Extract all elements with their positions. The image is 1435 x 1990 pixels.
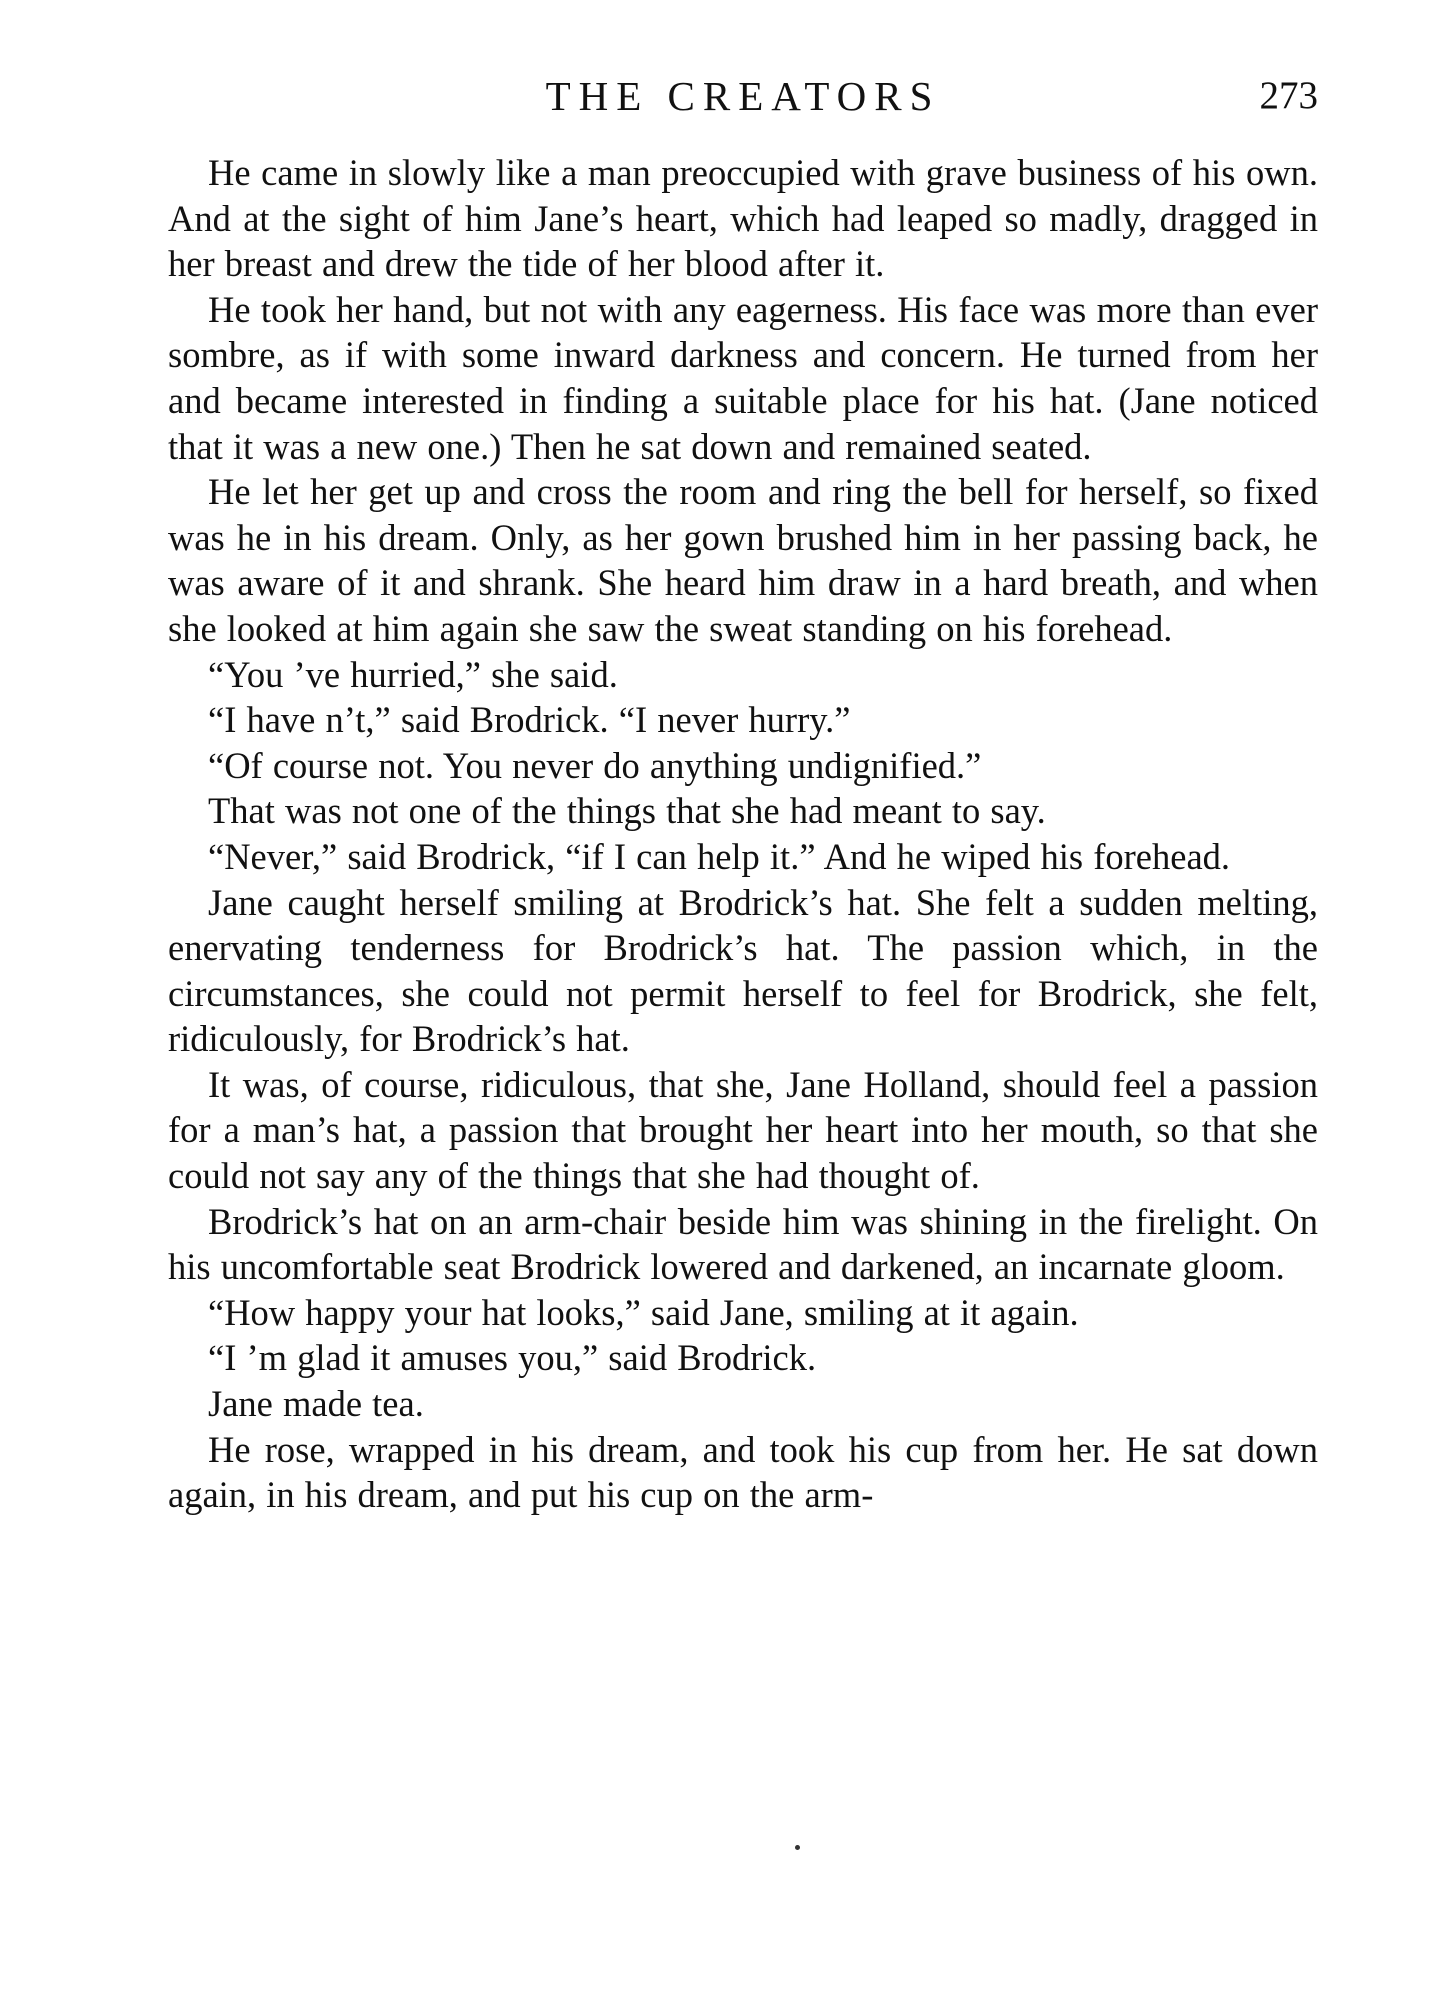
paragraph: “Never,” said Brodrick, “if I can help it.” And he wiped his forehead. bbox=[208, 835, 1231, 877]
paragraph: “Of course not. You never do anything undignified.” bbox=[208, 744, 982, 786]
running-title: THE CREATORS bbox=[545, 73, 941, 119]
paragraph: It was, of course, ridiculous, that she, Jane Holland, should feel a passion for a man’s hat, a passion that brought her heart into her mouth, so that she could not say any of the things that she had thought of. bbox=[168, 1063, 1318, 1197]
paragraph: “How happy your hat looks,” said Jane, smiling at it again. bbox=[208, 1291, 1079, 1333]
paragraph: He took her hand, but not with any eagerness. His face was more than ever sombre, as if with some inward darkness and concern. He turned from her and became interested in finding a suitable place for his hat. (Jane noticed that it was a new one.) Then he sat down and remained seated. bbox=[168, 288, 1318, 467]
paragraph: Jane made tea. bbox=[208, 1383, 424, 1425]
paragraph: Jane caught herself smiling at Brodrick’s hat. She felt a sudden melting, enervating tenderness for Brodrick’s hat. The passion which, in the circumstances, she could not permit herself to feel for Brodrick, she felt, ridiculously, for Brodrick’s hat. bbox=[168, 881, 1318, 1060]
paragraph: He came in slowly like a man preoccupied with grave business of his own. And at the sight of him Jane’s heart, which had leaped so madly, dragged in her breast and drew the tide of her blood after it. bbox=[168, 152, 1318, 285]
print-mark bbox=[795, 1845, 800, 1850]
running-header bbox=[168, 68, 1318, 124]
paragraph: “I ’m glad it amuses you,” said Brodrick. bbox=[208, 1337, 817, 1379]
page-body bbox=[168, 150, 1318, 1518]
paragraph: That was not one of the things that she had meant to say. bbox=[208, 790, 1046, 832]
paragraph: “You ’ve hurried,” she said. bbox=[208, 653, 618, 695]
paragraph: He let her get up and cross the room and ring the bell for herself, so fixed was he in his dream. Only, as her gown brushed him in her passing back, he was aware of it and shrank. She heard him draw in a hard breath, and when she looked at him again she saw the sweat standing on his forehead. bbox=[168, 471, 1318, 649]
paragraph: He rose, wrapped in his dream, and took his cup from her. He sat down again, in his dream, and put his cup on the arm- bbox=[168, 1428, 1318, 1516]
paragraph: Brodrick’s hat on an arm-chair beside him was shining in the firelight. On his uncomfortable seat Brodrick lowered and darkened, an incarnate gloom. bbox=[168, 1200, 1318, 1288]
paragraph: “I have n’t,” said Brodrick. “I never hurry.” bbox=[208, 699, 851, 741]
page-number: 273 bbox=[1259, 74, 1318, 117]
